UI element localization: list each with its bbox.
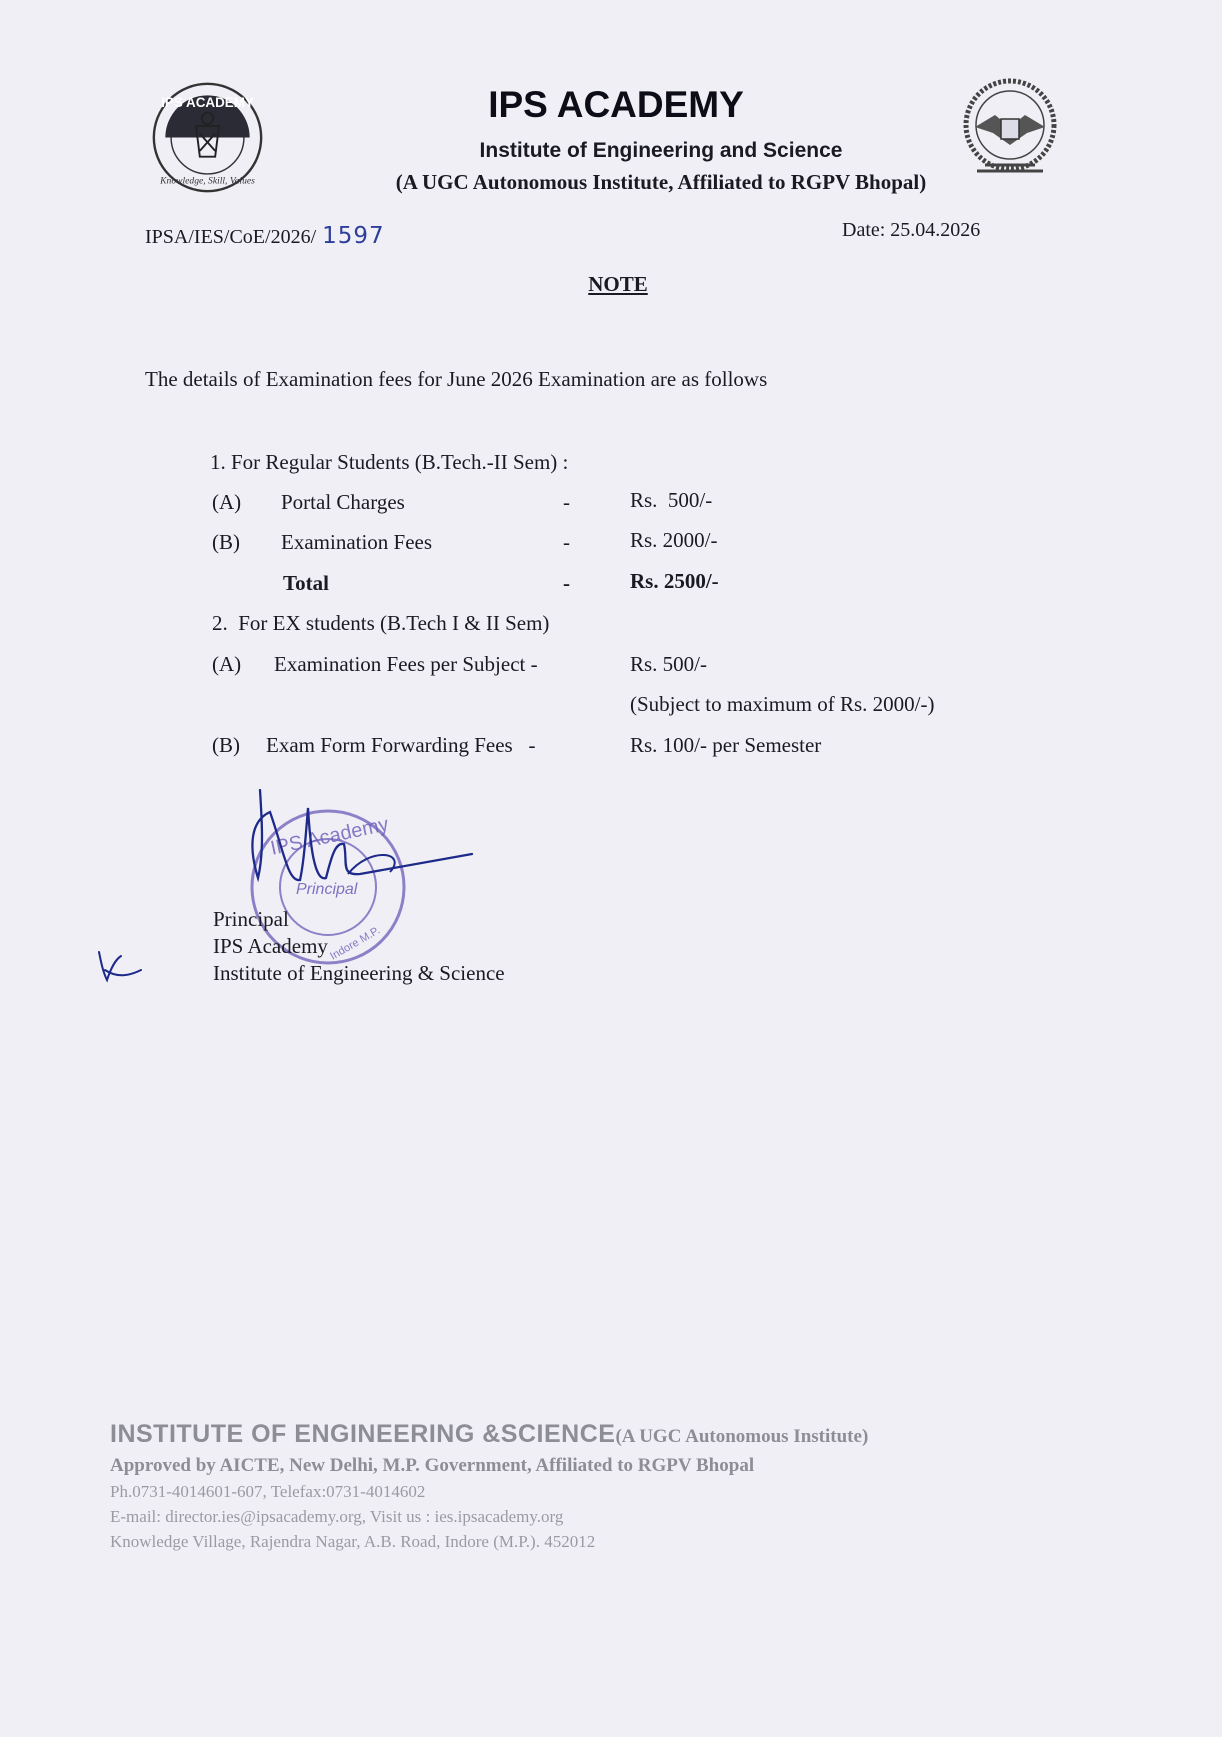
intro-paragraph: The details of Examination fees for June 2026 Examination are as follows: [145, 367, 768, 391]
section1-total-label: Total: [283, 571, 329, 595]
signatory-designation: Principal: [213, 907, 289, 931]
signatory-institute: Institute of Engineering & Science: [213, 961, 505, 985]
institution-title: IPS ACADEMY: [488, 84, 744, 125]
section2-title: 2. For EX students (B.Tech I & II Sem): [212, 611, 550, 635]
stamp-ring-text: IPS Academy: [268, 813, 391, 860]
reference-prefix: IPSA/IES/CoE/2026/: [145, 226, 317, 248]
section1-title: 1. For Regular Students (B.Tech.-II Sem) :: [210, 450, 569, 474]
section1-row-a-amount: Rs. 500/-: [630, 488, 713, 512]
section2-row-a-note: (Subject to maximum of Rs. 2000/-): [630, 692, 935, 716]
section1-row-a-dash: -: [563, 490, 570, 514]
section1-total-amount: Rs. 2500/-: [630, 569, 719, 593]
reference-handwritten-number: 1597: [322, 223, 385, 249]
section2-row-b-amount: Rs. 100/- per Semester: [630, 733, 822, 757]
section2-row-b-item: Exam Form Forwarding Fees -: [266, 733, 536, 757]
signatory-block: [213, 906, 505, 987]
footer-title-tail: (A UGC Autonomous Institute): [615, 1426, 869, 1447]
footer-title-main: INSTITUTE OF ENGINEERING &SCIENCE: [110, 1420, 616, 1448]
note-heading: NOTE: [588, 272, 648, 296]
footer-address: Knowledge Village, Rajendra Nagar, A.B. Road, Indore (M.P.). 452012: [110, 1532, 596, 1551]
section2-row-a-amount: Rs. 500/-: [630, 652, 708, 676]
section2-row-a-label: (A): [212, 652, 242, 676]
institution-subtitle: Institute of Engineering and Science: [479, 139, 843, 162]
footer-email: E-mail: director.ies@ipsacademy.org, Visit us : ies.ipsacademy.org: [110, 1507, 564, 1526]
affiliation-line: (A UGC Autonomous Institute, Affiliated to RGPV Bhopal): [395, 170, 927, 194]
section2-row-a-item: Examination Fees per Subject -: [274, 652, 538, 676]
section1-row-a-label: (A): [212, 490, 242, 514]
section1-row-b-label: (B): [212, 530, 240, 554]
handwritten-initial-mark: [95, 948, 145, 984]
svg-text:Knowledge, Skill, Values: Knowledge, Skill, Values: [160, 175, 255, 187]
svg-text:IPS ACADEMY: IPS ACADEMY: [161, 94, 254, 110]
section2-row-b-label: (B): [212, 733, 240, 757]
signatory-org: IPS Academy: [213, 934, 328, 958]
section1-total-dash: -: [563, 571, 570, 595]
footer-title: [110, 1420, 868, 1449]
section1-row-b-amount: Rs. 2000/-: [630, 528, 718, 552]
footer-phone: Ph.0731-4014601-607, Telefax:0731-4014602: [110, 1482, 426, 1501]
section1-row-b-dash: -: [563, 530, 570, 554]
reference-number: [145, 223, 385, 249]
document-date: Date: 25.04.2026: [842, 219, 981, 241]
stamp-bottom-text: Indore M.P.: [328, 924, 383, 963]
section1-row-a-item: Portal Charges: [281, 490, 405, 514]
section1-row-b-item: Examination Fees: [281, 530, 433, 554]
stamp-center-text: Principal: [296, 881, 358, 898]
footer-approval: Approved by AICTE, New Delhi, M.P. Government, Affiliated to RGPV Bhopal: [110, 1455, 755, 1476]
